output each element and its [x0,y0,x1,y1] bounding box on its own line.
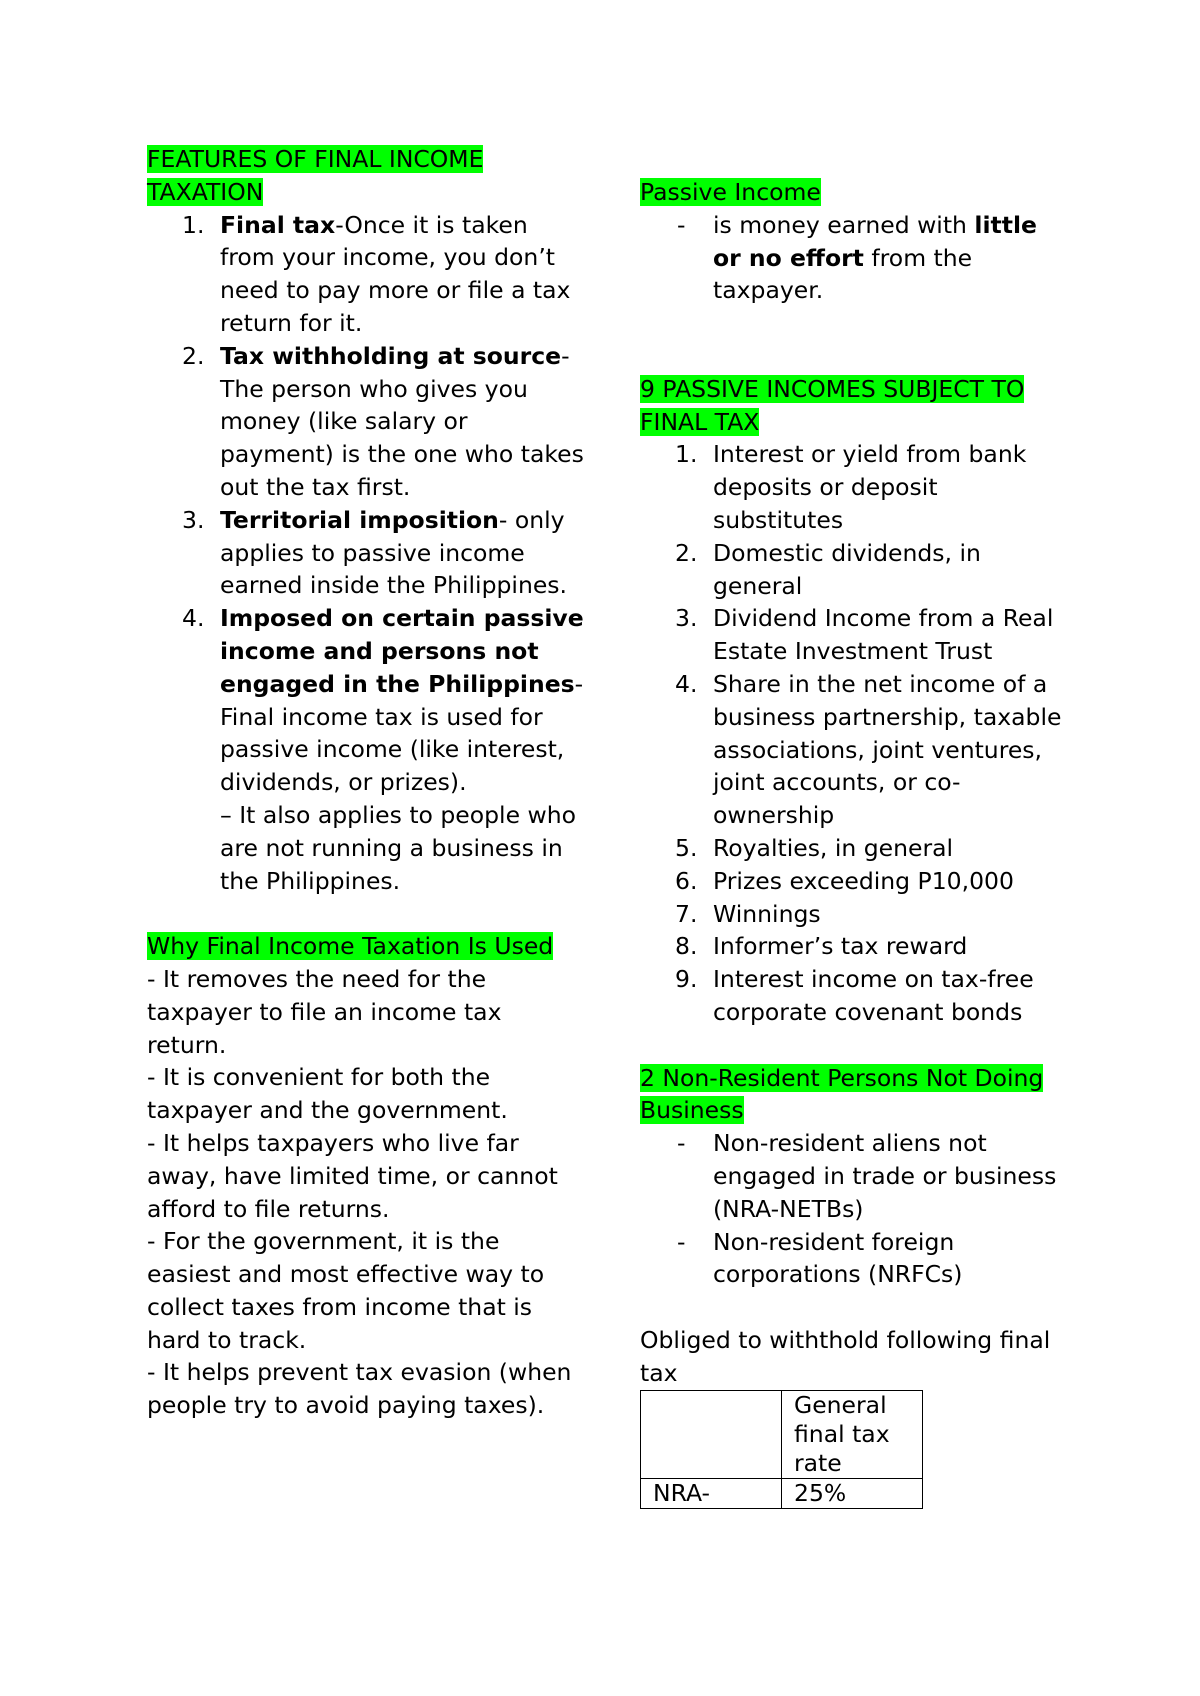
list-number: 3. [675,604,698,633]
why-heading [147,930,587,963]
why-item: - It is convenient for both the taxpayer and the government. [147,1063,508,1125]
list-item [640,832,1070,865]
passive-income-item [640,209,1070,307]
table-header-cell [641,1391,782,1479]
nine-passive-heading [640,373,1070,439]
list-item [640,602,1070,668]
list-item [640,930,1070,963]
feature-number: 4. [182,604,205,633]
list-number: 9. [675,965,698,994]
list-item [640,898,1070,931]
non-resident-heading [640,1062,1070,1128]
list-text: Winnings [713,899,821,928]
non-resident-heading-line2: Business [640,1096,744,1125]
list-text: Interest or yield from bank deposits or deposit substitutes [713,440,1027,534]
list-item [640,438,1070,536]
passive-text-bold: little or no effort [713,210,1037,272]
feature-term: Territorial imposition [220,505,499,534]
list-item [640,1226,1070,1292]
feature-item [147,209,587,340]
list-text: Prizes exceeding P10,000 [713,866,1014,895]
feature-text: - Final income tax is used for passive income (like interest, dividends, or prizes). [220,669,584,797]
table-cell: NRA- [641,1479,782,1509]
why-item: - It helps prevent tax evasion (when people try to avoid paying taxes). [147,1358,572,1420]
feature-item [147,340,587,504]
list-text: Non-resident aliens not engaged in trade or business (NRA-NETBs) [713,1129,1057,1223]
list-item [640,537,1070,603]
feature-item [147,504,587,602]
list-text: Dividend Income from a Real Estate Investment Trust [713,604,1054,666]
passive-income-heading-text: Passive Income [640,178,821,206]
feature-text: -The person who gives you money (like salary or payment) is the one who takes out the tax first. [220,341,584,501]
tax-rate-table [640,1390,923,1509]
why-heading-text: Why Final Income Taxation Is Used [147,932,554,961]
passive-income-heading [640,176,1070,209]
left-column [147,143,587,1422]
nine-passive-heading-line1: 9 PASSIVE INCOMES SUBJECT TO [640,374,1025,403]
passive-text-post: from the taxpayer. [713,243,973,305]
spacer [640,1291,1070,1324]
list-text: Interest income on tax-free corporate covenant bonds [713,965,1034,1026]
table-header-row [641,1391,923,1479]
feature-term: Tax withholding at source [220,341,562,370]
passive-text-pre: is money earned with [713,210,975,239]
feature-extra-text: – It also applies to people who are not running a business in the Philippines. [220,800,576,895]
nine-passive-list [640,438,1070,1028]
dash-bullet: - [677,1129,686,1158]
list-text: Informer’s tax reward [713,932,968,961]
passive-income-definition [640,209,1070,307]
spacer [147,897,587,930]
feature-text: -Once it is taken from your income, you don’t need to pay more or file a tax return for it. [220,210,571,337]
list-item [640,865,1070,898]
list-number: 7. [675,899,698,928]
list-text: Share in the net income of a business partnership, taxable associations, joint ventures, joint accounts, or co-ownership [713,669,1062,830]
why-item: - It helps taxpayers who live far away, have limited time, or cannot afford to file returns. [147,1128,558,1223]
list-text: Non-resident foreign corporations (NRFCs) [713,1227,963,1289]
list-text: Royalties, in general [713,833,954,862]
list-number: 5. [675,833,698,862]
list-number: 2. [675,538,698,567]
why-item: - For the government, it is the easiest and most effective way to collect taxes from income that is hard to track. [147,1227,545,1354]
list-item [640,1127,1070,1225]
table-row [641,1479,923,1509]
nine-passive-heading-line2: FINAL TAX [640,407,760,436]
feature-number: 1. [182,210,205,239]
feature-term: Imposed on certain passive income and persons not engaged in the Philippines [220,604,584,698]
features-heading-line1: FEATURES OF FINAL INCOME [147,145,484,173]
feature-term: Final tax [220,210,336,239]
non-resident-list [640,1127,1070,1291]
feature-item [147,602,587,897]
feature-number: 3. [182,505,205,534]
spacer [640,1029,1070,1062]
features-heading-line2: TAXATION [147,177,264,206]
list-number: 8. [675,932,698,961]
list-number: 4. [675,669,698,698]
dash-bullet: - [677,1227,686,1256]
obliged-text: Obliged to withthold following final tax [640,1325,1051,1387]
table-header-cell: General final tax rate [782,1391,923,1479]
feature-number: 2. [182,341,205,370]
non-resident-heading-line1: 2 Non-Resident Persons Not Doing [640,1063,1044,1092]
feature-text: - only applies to passive income earned inside the Philippines. [220,505,568,600]
list-item [640,668,1070,832]
dash-bullet: - [677,210,686,239]
features-heading [147,143,587,209]
list-number: 6. [675,866,698,895]
spacer [640,340,1070,373]
features-list [147,209,587,898]
list-number: 1. [675,440,698,469]
spacer [640,307,1070,340]
why-item: - It removes the need for the taxpayer to file an income tax return. [147,964,502,1059]
right-column [640,176,1070,1509]
table-cell: 25% [782,1479,923,1509]
list-item [640,963,1070,1029]
list-text: Domestic dividends, in general [713,538,981,600]
